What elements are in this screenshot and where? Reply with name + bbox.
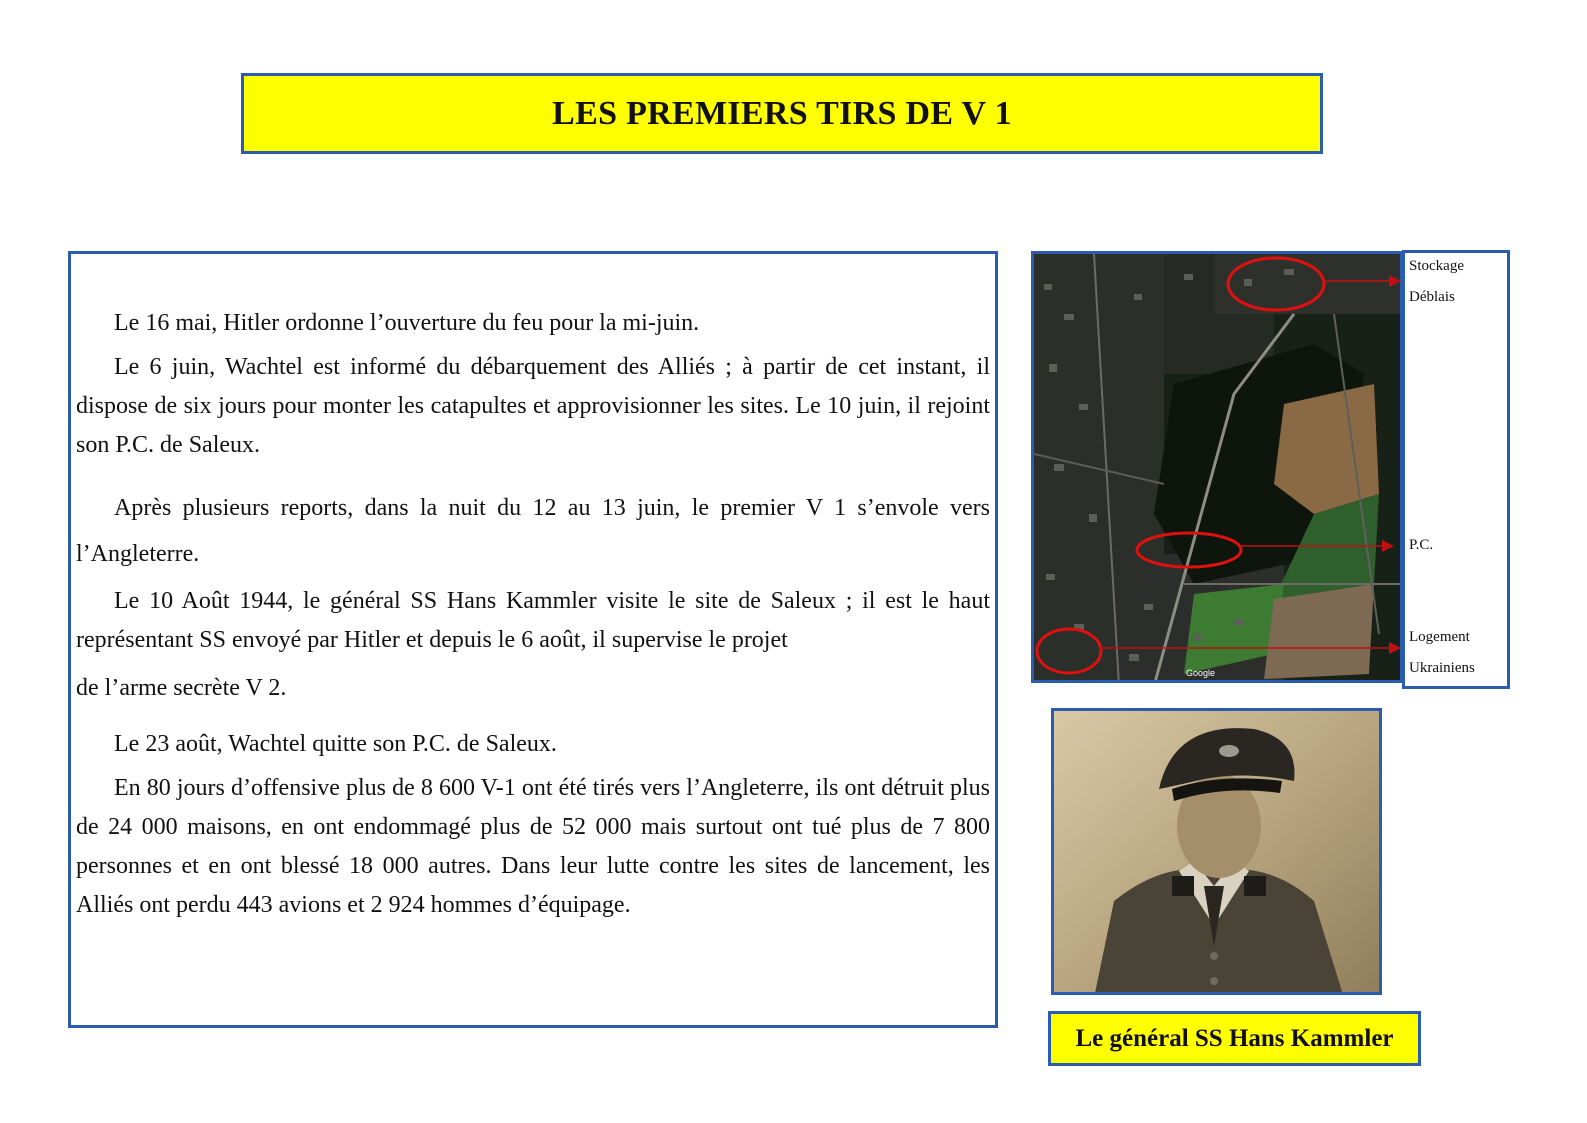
legend-label-ukrainiens: Ukrainiens <box>1409 660 1475 676</box>
legend-label-deblais: Déblais <box>1409 289 1455 305</box>
paragraph: En 80 jours d’offensive plus de 8 600 V-1 ont été tirés vers l’Angleterre, ils ont détruit plus de 24 000 maisons, en ont endommagé plus de 52 000 mais surtout ont tué plus de 7 800 personnes et en ont blessé 18 000 autres. Dans leur lutte contre les sites de lancement, les Alliés ont perdu 443 avions et 2 924 hommes d’équipage. <box>76 775 990 918</box>
map-legend <box>1402 250 1510 689</box>
satellite-map-image <box>1034 254 1403 683</box>
satellite-map <box>1031 251 1403 683</box>
paragraph: Le 10 Août 1944, le général SS Hans Kammler visite le site de Saleux ; il est le haut représentant SS envoyé par Hitler et depuis le 6 août, il supervise le projet <box>76 588 990 653</box>
paragraph: Le 16 mai, Hitler ordonne l’ouverture du feu pour la mi-juin. <box>114 310 700 336</box>
title-banner <box>241 73 1323 154</box>
portrait-image <box>1054 711 1382 995</box>
legend-label-pc: P.C. <box>1409 537 1434 553</box>
paragraph: de l’arme secrète V 2. <box>76 675 287 701</box>
paragraph: Le 23 août, Wachtel quitte son P.C. de Saleux. <box>114 731 557 757</box>
photo-caption <box>1048 1011 1421 1066</box>
legend-label-stockage: Stockage <box>1409 258 1464 274</box>
paragraph: Le 6 juin, Wachtel est informé du débarquement des Alliés ; à partir de cet instant, il dispose de six jours pour monter les catapultes et approvisionner les sites. Le 10 juin, il rejoint son P.C. de Saleux. <box>76 354 990 458</box>
paragraph: Après plusieurs reports, dans la nuit du 12 au 13 juin, le premier V 1 s’envole vers l’Angleterre. <box>76 495 990 567</box>
map-watermark: Google <box>1186 668 1216 678</box>
portrait-photo <box>1051 708 1382 995</box>
legend-label-logement: Logement <box>1409 629 1470 645</box>
photo-caption-text: Le général SS Hans Kammler <box>1075 1024 1394 1052</box>
page-title: LES PREMIERS TIRS DE V 1 <box>552 94 1012 132</box>
text-panel <box>68 251 998 1028</box>
